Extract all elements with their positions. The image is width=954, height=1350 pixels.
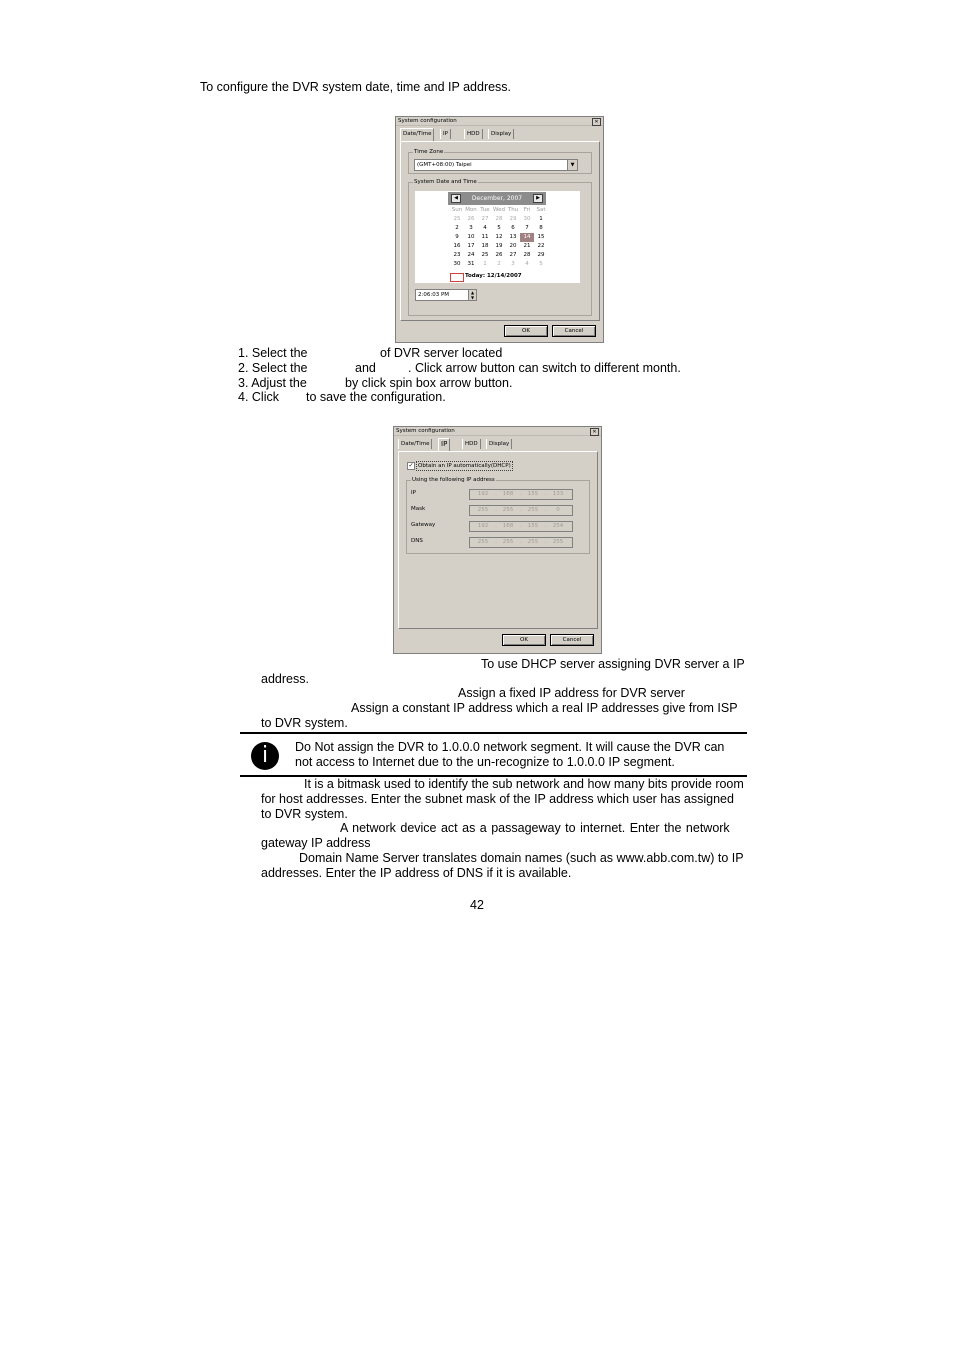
fixed-ip-desc: Assign a fixed IP address for DVR server [458, 686, 685, 700]
calendar-day[interactable]: 26 [495, 252, 503, 258]
tab-ip[interactable]: IP [440, 129, 451, 139]
ip-address-field[interactable] [469, 505, 573, 516]
calendar-day[interactable]: 14 [520, 233, 534, 242]
ip-octet: 255 [502, 507, 514, 513]
ip-octet: 192 [477, 523, 489, 529]
ip-dot: . [545, 523, 547, 529]
calendar-day[interactable]: 19 [495, 243, 503, 249]
calendar-day[interactable]: 27 [509, 252, 517, 258]
calendar-day[interactable]: 29 [537, 252, 545, 258]
ip-address-field[interactable] [469, 537, 573, 548]
calendar-day[interactable]: 4 [525, 261, 529, 267]
dhcp-desc-line1: To use DHCP server assigning DVR server a IP [481, 657, 745, 671]
cancel-button[interactable]: Cancel [552, 325, 596, 337]
ip-octet: 192 [477, 491, 489, 497]
calendar-day[interactable]: 18 [481, 243, 489, 249]
calendar-day[interactable]: 25 [481, 252, 489, 258]
month-label: December, 2007 [471, 195, 523, 202]
ip-octet: 255 [502, 539, 514, 545]
calendar-day[interactable]: 16 [453, 243, 461, 249]
calendar-day[interactable]: 30 [453, 261, 461, 267]
calendar-day[interactable]: 2 [455, 225, 459, 231]
calendar-day[interactable]: 4 [483, 225, 487, 231]
time-value: 2:06:03 PM [418, 292, 450, 298]
ip-dot: . [520, 523, 522, 529]
tab-ip[interactable]: IP [438, 438, 450, 451]
ip-dot: . [495, 523, 497, 529]
calendar-day[interactable]: 23 [453, 252, 461, 258]
ok-button[interactable]: OK [502, 634, 546, 646]
weekday-label: Thu [507, 207, 519, 213]
ip-dot: . [495, 539, 497, 545]
note-line2: not access to Internet due to the un-recognize to 1.0.0.0 IP segment. [295, 755, 675, 769]
static-ip-group-label: Using the following IP address [412, 477, 495, 483]
date-time-panel [400, 141, 600, 321]
gateway-desc-line1: A network device act as a passageway to internet. Enter the network [340, 821, 730, 835]
timezone-group [408, 149, 592, 174]
ip-octet: 255 [477, 507, 489, 513]
close-icon[interactable]: ✕ [590, 428, 599, 436]
timezone-value: (GMT+08:00) Taipei [417, 162, 472, 168]
ip-octet: 255 [552, 539, 564, 545]
calendar-day[interactable]: 24 [467, 252, 475, 258]
ip-octet: 255 [527, 507, 539, 513]
weekday-label: Mon [465, 207, 477, 213]
ip-dot: . [545, 539, 547, 545]
mask-desc-line1: It is a bitmask used to identify the sub network and how many bits provide room [304, 777, 744, 791]
calendar-day[interactable]: 7 [525, 225, 529, 231]
calendar-day[interactable]: 3 [511, 261, 515, 267]
page-number: 42 [470, 898, 484, 912]
dhcp-checkbox[interactable]: ✓ [408, 462, 414, 469]
ip-dot: . [545, 507, 547, 513]
calendar-day[interactable]: 10 [467, 234, 475, 240]
calendar-day[interactable]: 29 [509, 216, 517, 222]
ip-octet: 0 [556, 507, 560, 513]
today-marker [450, 273, 464, 282]
dhcp-desc-line2: address. [261, 672, 309, 686]
mask-desc-line2: for host addresses. Enter the subnet mask of the IP address which user has assigned [261, 792, 734, 806]
ip-dot: . [545, 491, 547, 497]
ip-octet: 254 [552, 523, 564, 529]
spin-arrows-icon[interactable]: ▲ ▼ [468, 290, 476, 300]
intro-text: To configure the DVR system date, time and IP address. [200, 80, 512, 94]
calendar-day[interactable]: 8 [539, 225, 543, 231]
tab-display[interactable]: Display [486, 439, 512, 449]
note-top-rule [240, 732, 747, 734]
calendar-day[interactable]: 6 [511, 225, 515, 231]
ip-address-field[interactable] [469, 489, 573, 500]
ip-dot: . [520, 507, 522, 513]
note-line1: Do Not assign the DVR to 1.0.0.0 network segment. It will cause the DVR can [295, 740, 725, 754]
mask-desc-line3: to DVR system. [261, 807, 348, 821]
weekday-label: Sat [536, 207, 546, 213]
cancel-button[interactable]: Cancel [550, 634, 594, 646]
step-2-b: and [355, 361, 376, 375]
step-1-b: of DVR server located [380, 346, 503, 360]
calendar-day[interactable]: 2 [497, 261, 501, 267]
ip-octet: 155 [527, 491, 539, 497]
calendar-day[interactable]: 15 [537, 234, 545, 240]
ip-field-label: DNS [411, 538, 423, 544]
prev-month-icon[interactable]: ◀ [451, 194, 461, 203]
ip-dialog [393, 426, 602, 654]
calendar-day[interactable]: 5 [539, 261, 543, 267]
calendar-day[interactable]: 27 [481, 216, 489, 222]
step-3-a: 3. Adjust the [238, 376, 307, 390]
calendar-day[interactable]: 3 [469, 225, 473, 231]
calendar-day[interactable]: 13 [509, 234, 517, 240]
ip-panel [398, 451, 598, 629]
today-label[interactable]: Today: 12/14/2007 [465, 273, 522, 279]
ip-field-label: IP [411, 490, 416, 496]
calendar-day[interactable]: 22 [537, 243, 545, 249]
dns-desc-line1: Domain Name Server translates domain names (such as www.abb.com.tw) to IP [299, 851, 744, 865]
weekday-label: Fri [523, 207, 531, 213]
ip-dot: . [495, 507, 497, 513]
calendar-day[interactable]: 28 [523, 252, 531, 258]
ip-dot: . [495, 491, 497, 497]
ok-button[interactable]: OK [504, 325, 548, 337]
ip-field-label: Gateway [411, 522, 436, 528]
dialog-title: System configuration [396, 117, 603, 126]
weekday-label: Tue [480, 207, 490, 213]
ip-octet: 255 [477, 539, 489, 545]
ip-field-label: Mask [411, 506, 426, 512]
chevron-down-icon[interactable]: ▼ [567, 160, 577, 170]
calendar-day[interactable]: 1 [539, 216, 543, 222]
calendar [415, 191, 580, 283]
calendar-day[interactable]: 21 [523, 243, 531, 249]
next-month-icon[interactable]: ▶ [533, 194, 543, 203]
time-spinbox[interactable] [415, 289, 477, 301]
ip-octet: 168 [502, 523, 514, 529]
step-2-a: 2. Select the [238, 361, 308, 375]
ip-octet: 255 [527, 539, 539, 545]
calendar-day[interactable]: 30 [523, 216, 531, 222]
calendar-day[interactable]: 9 [455, 234, 459, 240]
dhcp-label[interactable]: Obtain an IP automatically(DHCP) [418, 463, 511, 469]
system-datetime-label: System Date and Time [414, 179, 477, 185]
weekday-label: Sun [451, 207, 463, 213]
weekday-label: Wed [493, 207, 505, 213]
ip-dot: . [520, 539, 522, 545]
close-icon[interactable]: ✕ [592, 118, 601, 126]
step-2-c: . Click arrow button can switch to different month. [408, 361, 681, 375]
dialog-title: System configuration [394, 427, 601, 436]
ip-dot: . [520, 491, 522, 497]
calendar-day[interactable]: 17 [467, 243, 475, 249]
calendar-day[interactable]: 20 [509, 243, 517, 249]
calendar-day[interactable]: 12 [495, 234, 503, 240]
tab-display[interactable]: Display [488, 129, 514, 139]
calendar-day[interactable]: 25 [453, 216, 461, 222]
ip-desc-line1: Assign a constant IP address which a real IP addresses give from ISP [351, 701, 738, 715]
ip-octet: 155 [527, 523, 539, 529]
date-time-dialog [395, 116, 604, 343]
system-datetime-group [408, 179, 592, 316]
tab-hdd[interactable]: HDD [464, 129, 483, 139]
gateway-desc-line2: gateway IP address [261, 836, 371, 850]
calendar-day[interactable]: 1 [483, 261, 487, 267]
calendar-day[interactable]: 11 [481, 234, 489, 240]
timezone-group-label: Time Zone [414, 149, 444, 155]
ip-octet: 168 [502, 491, 514, 497]
step-4-b: to save the configuration. [306, 390, 446, 404]
step-1-a: 1. Select the [238, 346, 308, 360]
static-ip-group [406, 477, 590, 554]
calendar-header [448, 192, 546, 205]
calendar-day[interactable]: 31 [467, 261, 475, 267]
tab-date-time[interactable]: Date/Time [400, 128, 434, 141]
info-icon: i [251, 742, 279, 770]
calendar-day[interactable]: 28 [495, 216, 503, 222]
calendar-day[interactable]: 5 [497, 225, 501, 231]
dns-desc-line2: addresses. Enter the IP address of DNS if it is available. [261, 866, 572, 880]
ip-octet: 133 [552, 491, 564, 497]
calendar-day[interactable]: 26 [467, 216, 475, 222]
step-4-a: 4. Click [238, 390, 279, 404]
tab-date-time[interactable]: Date/Time [398, 439, 432, 449]
ip-desc-line2: to DVR system. [261, 716, 348, 730]
timezone-select[interactable] [414, 159, 578, 171]
tab-hdd[interactable]: HDD [462, 439, 481, 449]
ip-address-field[interactable] [469, 521, 573, 532]
step-3-b: by click spin box arrow button. [345, 376, 513, 390]
